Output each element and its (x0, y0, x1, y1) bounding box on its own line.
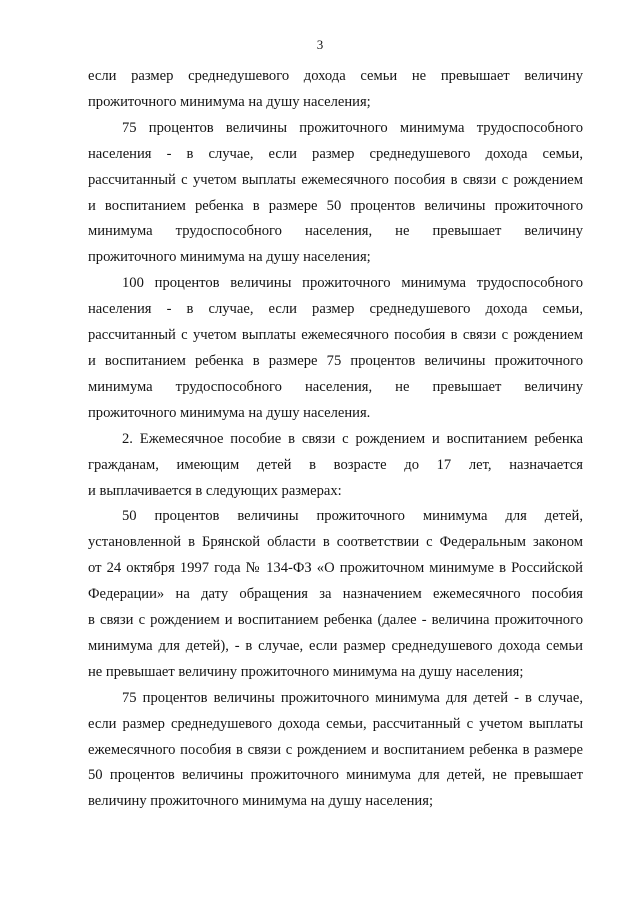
text-line: 2. Ежемесячное пособие в связи с рождением и воспитанием ребенка (122, 430, 583, 447)
text-line: ежемесячного пособия в связи с рождением и воспитанием ребенка в размере (88, 741, 583, 758)
text-line: величину прожиточного минимума на душу населения; (88, 793, 434, 810)
text-line: минимума трудоспособного населения, не превышает величину (88, 378, 583, 395)
text-line: установленной в Брянской области в соответствии с Федеральным законом (88, 534, 583, 551)
text-line: прожиточного минимума на душу населения; (88, 93, 371, 110)
text-line: минимума трудоспособного населения, не превышает величину (88, 223, 583, 240)
text-line: 50 процентов величины прожиточного минимума для детей, (122, 508, 583, 525)
text-line: если размер среднедушевого дохода семьи не превышает величину (88, 68, 583, 84)
paragraph-p1 (88, 64, 583, 116)
text-line: гражданам, имеющим детей в возрасте до 17 лет, назначается (88, 456, 583, 473)
text-line: и воспитанием ребенка в размере 50 процентов величины прожиточного (88, 197, 583, 214)
text-line: 75 процентов величины прожиточного минимума для детей - в случае, (122, 689, 583, 706)
text-line: 100 процентов величины прожиточного минимума трудоспособного (122, 275, 583, 292)
text-line: и воспитанием ребенка в размере 75 процентов величины прожиточного (88, 352, 583, 369)
paragraph-p6 (88, 686, 583, 816)
paragraph-p2 (88, 116, 583, 271)
text-line: населения - в случае, если размер среднедушевого дохода семьи, (88, 145, 583, 162)
text-line: прожиточного минимума на душу населения. (88, 404, 371, 421)
text-line: и выплачивается в следующих размерах: (88, 482, 342, 499)
text-line: 75 процентов величины прожиточного минимума трудоспособного (122, 119, 583, 136)
text-line: населения - в случае, если размер среднедушевого дохода семьи, (88, 301, 583, 318)
text-line: в связи с рождением и воспитанием ребенка (далее - величина прожиточного (88, 612, 583, 629)
text-line: прожиточного минимума на душу населения; (88, 249, 371, 266)
text-line: минимума для детей), - в случае, если размер среднедушевого дохода семьи (88, 637, 583, 654)
paragraph-p3 (88, 271, 583, 426)
text-line: не превышает величину прожиточного минимума на душу населения; (88, 663, 524, 680)
paragraph-p5 (88, 504, 583, 685)
text-line: 50 процентов величины прожиточного минимума для детей, не превышает (88, 767, 583, 784)
text-line: от 24 октября 1997 года № 134-ФЗ «О прожиточном минимуме в Российской (88, 560, 583, 577)
page-number: 3 (316, 37, 324, 52)
text-line: Федерации» на дату обращения за назначением ежемесячного пособия (88, 586, 583, 603)
text-line: рассчитанный с учетом выплаты ежемесячного пособия в связи с рождением (88, 327, 583, 344)
text-line: рассчитанный с учетом выплаты ежемесячного пособия в связи с рождением (88, 171, 583, 188)
document-body (88, 64, 583, 815)
paragraph-p4 (88, 427, 583, 505)
text-line: если размер среднедушевого дохода семьи, рассчитанный с учетом выплаты (88, 715, 583, 732)
